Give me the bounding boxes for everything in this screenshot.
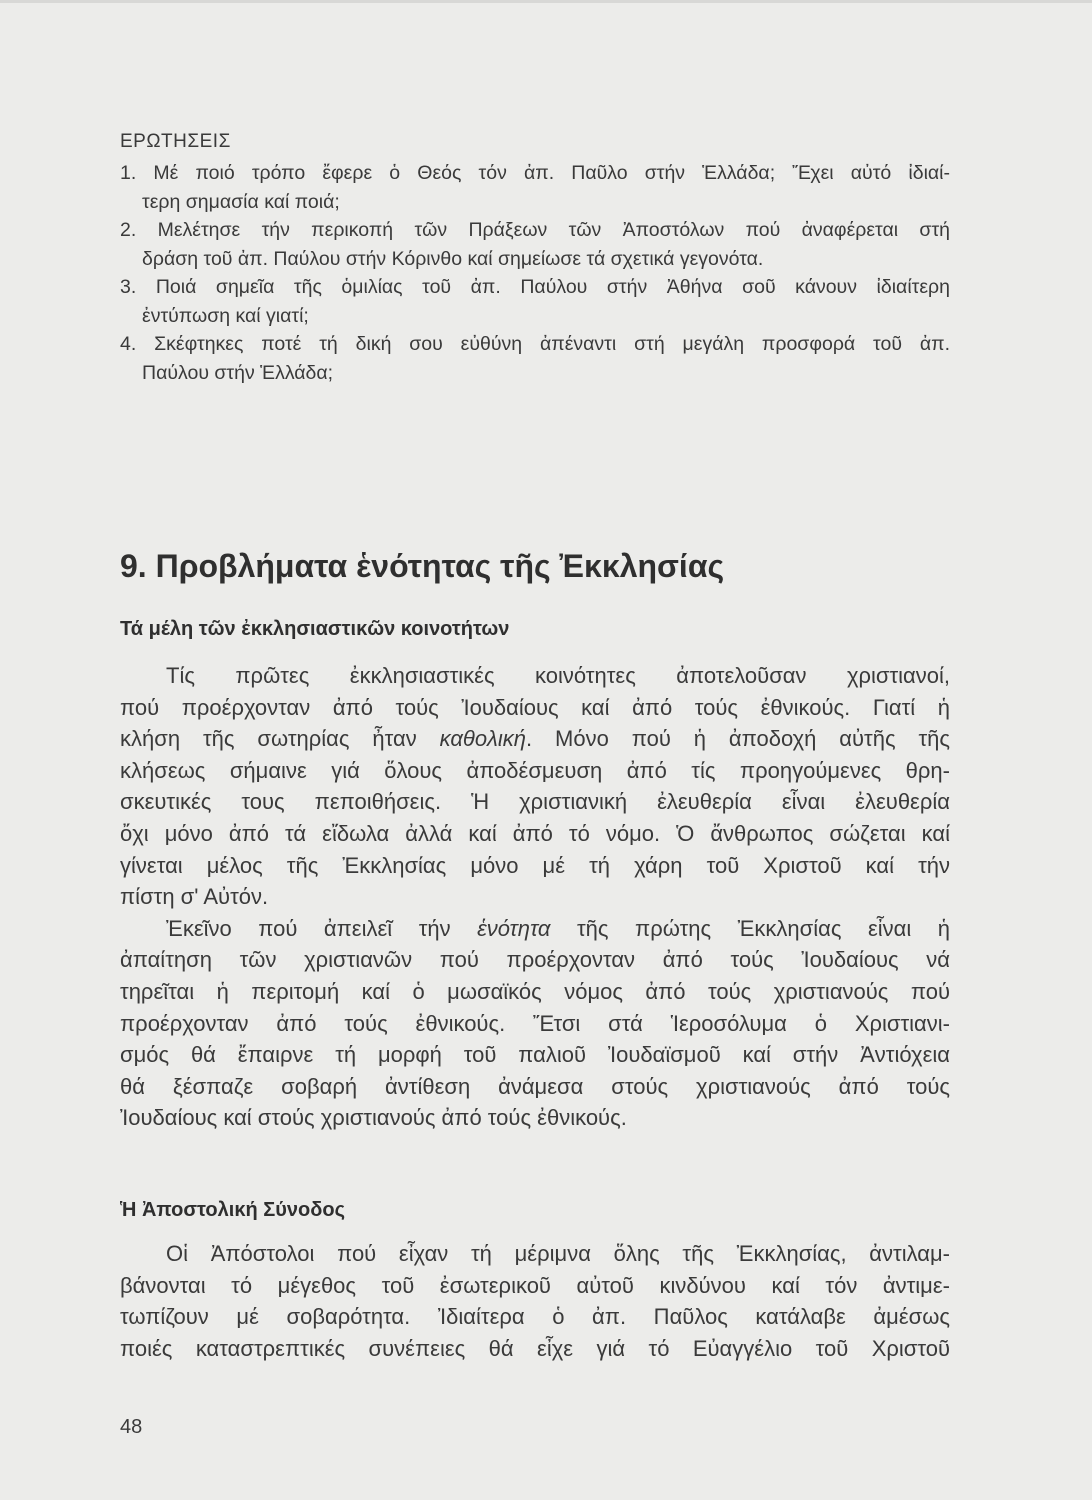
section-body-apostolic-synod (120, 1238, 950, 1364)
text-segment: τηρεῖται ἡ περιτομή καί ὁ μωσαϊκός νόμος ἀπό τούς χριστιανούς πού (120, 978, 950, 1004)
text-segment: . Μόνο πού ἡ ἀποδοχή αὐτῆς τῆς (526, 726, 950, 752)
text-segment: Οἱ Ἀπόστολοι πού εἶχαν τή μέριμνα ὅλης τῆς Ἐκκλησίας, ἀντιλαμ- (166, 1241, 950, 1266)
paragraph-line (120, 1102, 950, 1134)
paragraph-line (120, 944, 950, 976)
text-segment: βάνονται τό μέγεθος τοῦ ἐσωτερικοῦ αὐτοῦ κινδύνου καί τόν ἀντιμε- (120, 1272, 950, 1298)
questions-list (120, 159, 950, 387)
text-segment: ποιές καταστρεπτικές συνέπειες θά εἶχε γιά τό Εὐαγγέλιο τοῦ Χριστοῦ (120, 1335, 950, 1361)
question-line: δράση τοῦ ἀπ. Παύλου στήν Κόρινθο καί σημείωσε τά σχετικά γεγονότα. (142, 247, 764, 270)
questions-title: ΕΡΩΤΗΣΕΙΣ (120, 131, 231, 152)
section-body-members (120, 660, 950, 1134)
paragraph-line (120, 1270, 950, 1302)
paragraph-line (120, 1333, 950, 1365)
question-line: ἐντύπωση καί γιατί; (142, 304, 309, 327)
emphasized-text: ἑνότητα (477, 915, 551, 941)
paragraph-line (120, 1301, 950, 1333)
paragraph-line (120, 755, 950, 787)
paragraph-line (120, 660, 950, 692)
question-line: 1. Μέ ποιό τρόπο ἔφερε ὁ Θεός τόν ἀπ. Παῦλο στήν Ἑλλάδα; Ἔχει αὐτό ἰδιαί- (120, 162, 950, 184)
paragraph-line (120, 1008, 950, 1040)
text-segment: θά ξέσπαζε σοβαρή ἀντίθεση ἀνάμεσα στούς χριστιανούς ἀπό τούς (120, 1073, 950, 1099)
text-segment: ὄχι μόνο ἀπό τά εἴδωλα ἀλλά καί ἀπό τό νόμο. Ὁ ἄνθρωπος σώζεται καί (120, 820, 950, 846)
paragraph-line (120, 723, 950, 755)
text-segment: πού προέρχονταν ἀπό τούς Ἰουδαίους καί ἀπό τούς ἐθνικούς. Γιατί ἡ (120, 694, 950, 720)
paragraph-line (120, 786, 950, 818)
question-line: 4. Σκέφτηκες ποτέ τή δική σου εὐθύνη ἀπέναντι στή μεγάλη προσφορά τοῦ ἀπ. (120, 333, 950, 355)
paragraph-line (120, 692, 950, 724)
paragraph-line (120, 850, 950, 882)
text-segment: προέρχονταν ἀπό τούς ἐθνικούς. Ἔτσι στά Ἱεροσόλυμα ὁ Χριστιανι- (120, 1010, 950, 1036)
text-segment: τῆς πρώτης Ἐκκλησίας εἶναι ἡ (550, 915, 950, 941)
text-segment: τωπίζουν μέ σοβαρότητα. Ἰδιαίτερα ὁ ἀπ. Παῦλος κατάλαβε ἀμέσως (120, 1304, 950, 1330)
paragraph-line (120, 976, 950, 1008)
text-segment: κλήσεως σήμαινε γιά ὅλους ἀποδέσμευση ἀπό τίς προηγούμενες θρη- (120, 757, 950, 783)
text-segment: Τίς πρῶτες ἐκκλησιαστικές κοινότητες ἀποτελοῦσαν χριστιανοί, (166, 663, 950, 688)
question-line: τερη σημασία καί ποιά; (142, 190, 340, 213)
question-line: 3. Ποιά σημεῖα τῆς ὁμιλίας τοῦ ἀπ. Παύλου στήν Ἀθήνα σοῦ κάνουν ἰδιαίτερη (120, 276, 950, 298)
paragraph-line (120, 818, 950, 850)
text-segment: σμός θά ἔπαιρνε τή μορφή τοῦ παλιοῦ Ἰουδαϊσμοῦ καί στήν Ἀντιόχεια (120, 1042, 950, 1068)
section-heading-apostolic-synod: Ἡ Ἀποστολική Σύνοδος (120, 1199, 345, 1221)
section-heading-members: Τά μέλη τῶν ἐκκλησιαστικῶν κοινοτήτων (120, 618, 510, 640)
text-segment: πίστη σ' Αὐτόν. (120, 884, 269, 910)
text-segment: Ἰουδαίους καί στούς χριστιανούς ἀπό τούς ἐθνικούς. (120, 1105, 627, 1131)
emphasized-text: καθολική (439, 726, 526, 752)
question-line: 2. Μελέτησε τήν περικοπή τῶν Πράξεων τῶν Ἀποστόλων πού ἀναφέρεται στή (120, 219, 950, 241)
question-line: Παύλου στήν Ἑλλάδα; (142, 361, 334, 384)
paragraph-line (120, 1071, 950, 1103)
text-segment: ἀπαίτηση τῶν χριστιανῶν πού προέρχονταν ἀπό τούς Ἰουδαίους νά (120, 947, 950, 973)
text-segment: σκευτικές τους πεποιθήσεις. Ἡ χριστιανική ἐλευθερία εἶναι ἐλευθερία (120, 789, 950, 815)
scan-edge (0, 0, 1092, 3)
paragraph-line (120, 1039, 950, 1071)
text-segment: γίνεται μέλος τῆς Ἐκκλησίας μόνο μέ τή χάρη τοῦ Χριστοῦ καί τήν (120, 852, 950, 878)
page-number: 48 (120, 1416, 143, 1438)
paragraph-line (120, 913, 950, 945)
paragraph-line (120, 881, 950, 913)
text-segment: Ἐκεῖνο πού ἀπειλεῖ τήν (166, 915, 478, 941)
chapter-title: 9. Προβλήματα ἑνότητας τῆς Ἐκκλησίας (120, 548, 725, 584)
questions-section (120, 128, 950, 387)
text-segment: κλήση τῆς σωτηρίας ἦταν (120, 726, 440, 752)
paragraph-line (120, 1238, 950, 1270)
